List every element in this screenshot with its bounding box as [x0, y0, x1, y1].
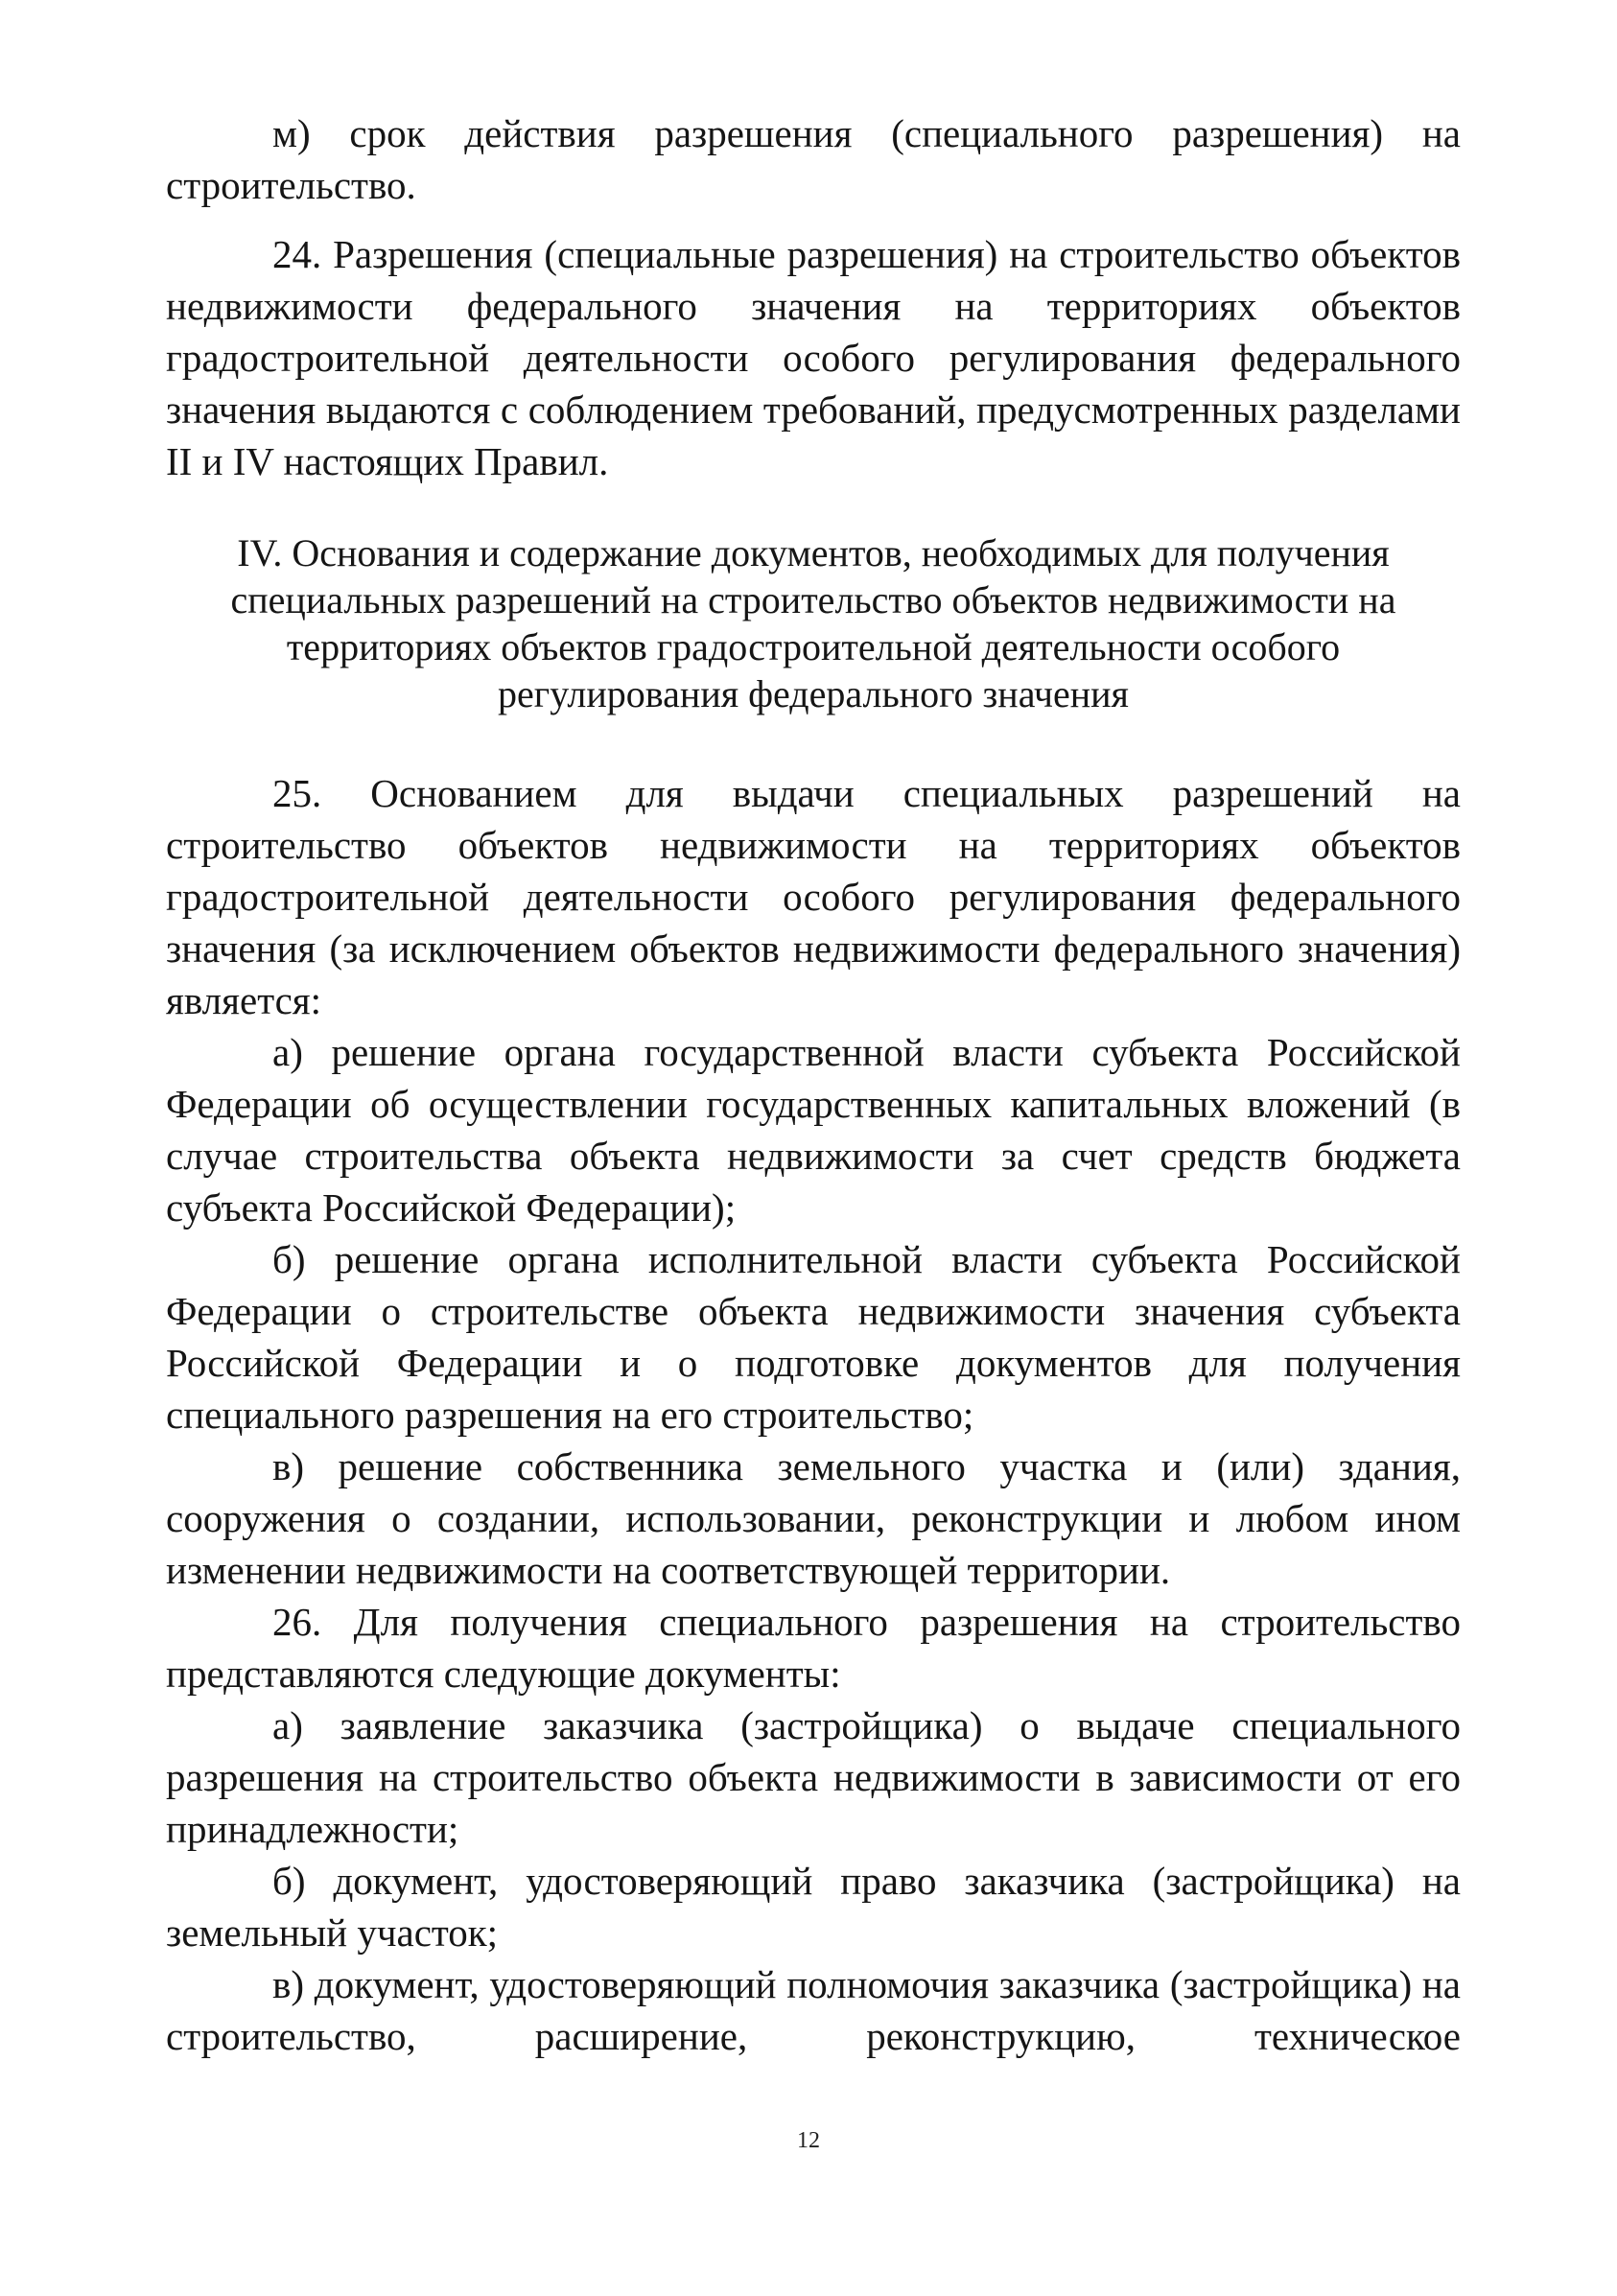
item-24-paragraph: 24. Разрешения (специальные разрешения) на строительство объектов недвижимости федерального значения на территориях объектов градостроительной деятельности особого регулирования федерального значения выдаются с соблюдением требований, предусмотренных разделами II и IV настоящих Правил.	[166, 232, 1461, 483]
section-top	[166, 107, 1461, 487]
item-25-paragraph: 25. Основанием для выдачи специальных разрешений на строительство объектов недвижимости на территориях объектов градостроительной деятельности особого регулирования федерального значения (за исключением объектов недвижимости федерального значения) является:	[166, 771, 1461, 1022]
item-25-v-paragraph: в) решение собственника земельного участка и (или) здания, сооружения о создании, использовании, реконструкции и любом ином изменении недвижимости на соответствующей территории.	[166, 1444, 1461, 1592]
item-26-paragraph: 26. Для получения специального разрешения на строительство представляются следующие документы:	[166, 1600, 1461, 1696]
item-25-a-paragraph: а) решение органа государственной власти субъекта Российской Федерации об осуществлении государственных капитальных вложений (в случае строительства объекта недвижимости за счет средств бюджета субъекта Российской Федерации);	[166, 1030, 1461, 1230]
item-25-b-paragraph: б) решение органа исполнительной власти субъекта Российской Федерации о строительстве объекта недвижимости значения субъекта Российской Федерации и о подготовке документов для получения специального разрешения на его строительство;	[166, 1237, 1461, 1437]
page-number: 12	[797, 2128, 820, 2153]
section-body	[166, 767, 1461, 2062]
item-26-b-paragraph: б) документ, удостоверяющий право заказчика (застройщика) на земельный участок;	[166, 1859, 1461, 1955]
item-m-paragraph: м) срок действия разрешения (специального разрешения) на строительство.	[166, 111, 1461, 207]
item-26-v-paragraph: в) документ, удостоверяющий полномочия заказчика (застройщика) на строительство, расширение, реконструкцию, техническое	[166, 1962, 1461, 2058]
item-26-a-paragraph: а) заявление заказчика (застройщика) о выдаче специального разрешения на строительство объекта недвижимости в зависимости от его принадлежности;	[166, 1703, 1461, 1851]
section-iv-heading: IV. Основания и содержание документов, необходимых для получения специальных разрешений на строительство объектов недвижимости на территориях объектов градостроительной деятельности особого регулирования федерального значения	[230, 531, 1396, 715]
